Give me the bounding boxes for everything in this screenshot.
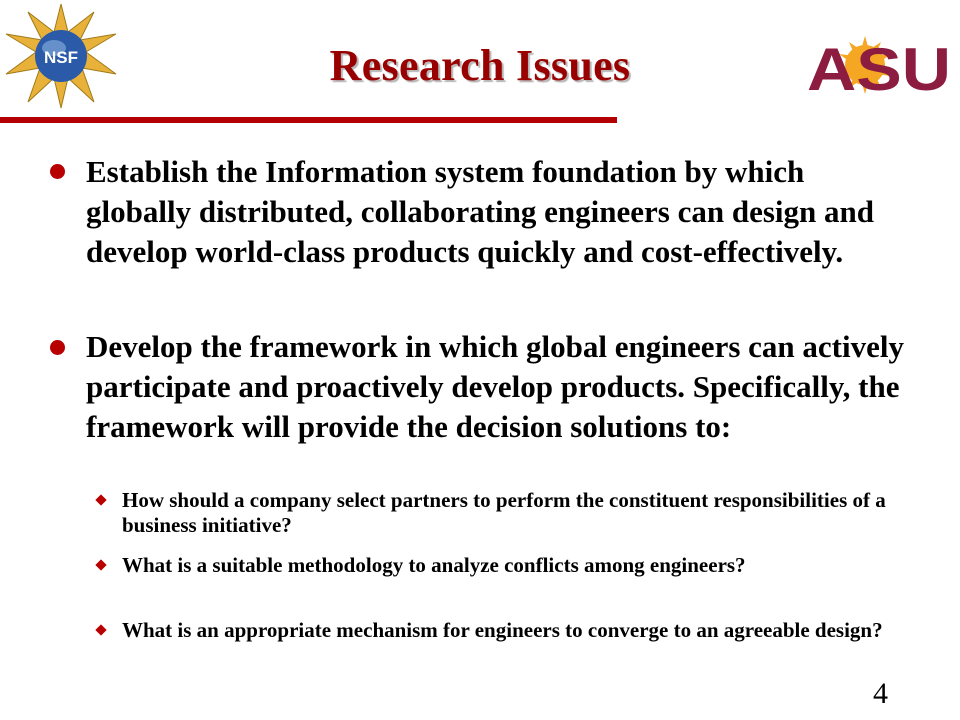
sub-bullet-diamond-icon: [95, 624, 106, 635]
asu-logo: [805, 32, 953, 98]
sub-bullet-item: What is an appropriate mechanism for engineers to converge to an agreeable design?: [122, 618, 883, 642]
sub-bullet-diamond-icon: [95, 494, 106, 505]
sub-bullet-item: What is a suitable methodology to analyze conflicts among engineers?: [122, 553, 746, 577]
title-divider: [0, 117, 617, 123]
page-title: Research Issues: [329, 41, 631, 90]
bullet-dot-icon: [50, 340, 65, 355]
page-number: 4: [873, 677, 888, 710]
bullet-item: Develop the framework in which global engineers can actively participate and proactively develop products. Specifically, the framework will provide the decision solutions to:: [86, 329, 904, 444]
sub-bullet-item: How should a company select partners to perform the constituent responsibilities of a business initiative?: [122, 488, 886, 537]
sub-bullet-diamond-icon: [95, 559, 106, 570]
bullet-dot-icon: [50, 164, 65, 179]
bullet-item: Establish the Information system foundation by which globally distributed, collaborating engineers can design and develop world-class products quickly and cost-effectively.: [86, 154, 875, 269]
asu-logo-text: ASU: [807, 36, 951, 98]
nsf-logo-text: NSF: [44, 48, 78, 67]
